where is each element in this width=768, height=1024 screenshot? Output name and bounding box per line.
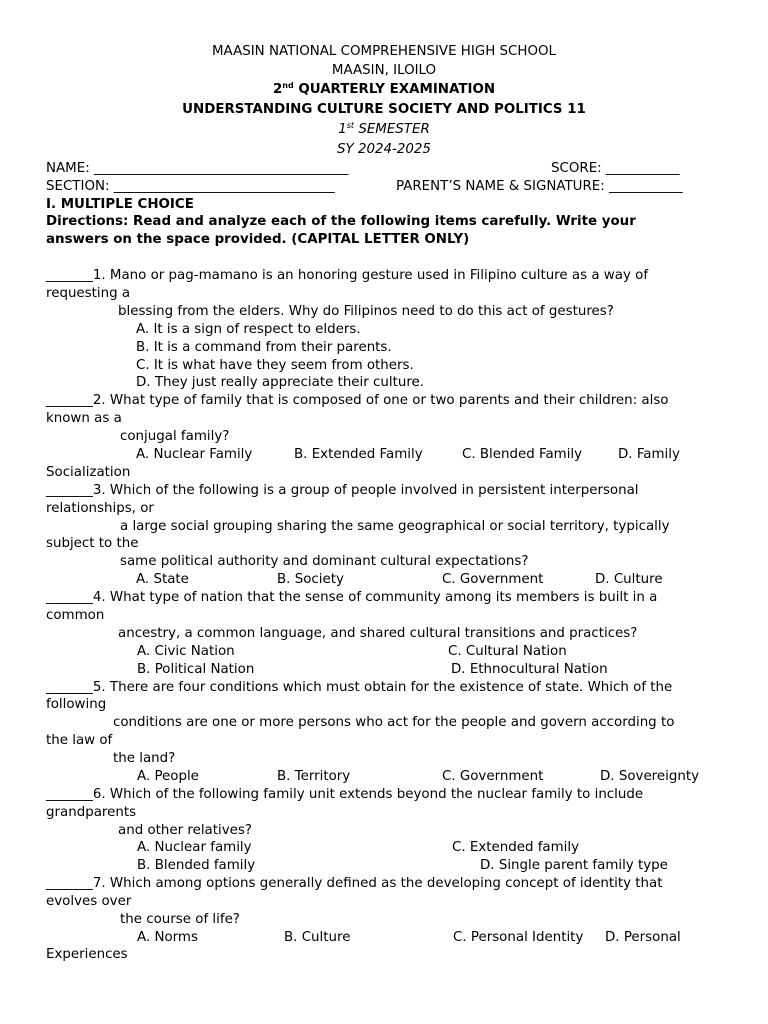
q3-option-b: B. Society xyxy=(277,572,344,587)
exam-title: 2nd QUARTERLY EXAMINATION xyxy=(272,81,496,97)
question-4-line-1: _______4. What type of nation that the sense of community among its members is built in a xyxy=(46,590,658,605)
school-name: MAASIN NATIONAL COMPREHENSIVE HIGH SCHOOL xyxy=(211,44,556,59)
question-7-line-3: the course of life? xyxy=(120,912,240,927)
q5-option-c: C. Government xyxy=(442,769,544,784)
q2-option-c: C. Blended Family xyxy=(462,447,583,462)
q1-option-b: B. It is a command from their parents. xyxy=(136,340,392,355)
q7-option-d-cont: Experiences xyxy=(46,947,128,962)
question-5-line-5: the land? xyxy=(113,751,176,766)
question-7-line-1: _______7. Which among options generally defined as the developing concept of identity that xyxy=(46,876,663,891)
q3-option-a: A. State xyxy=(136,572,189,587)
q2-option-b: B. Extended Family xyxy=(294,447,423,462)
school-location: MAASIN, ILOILO xyxy=(331,63,437,78)
q1-option-c: C. It is what have they seem from others. xyxy=(136,358,414,373)
q6-option-d: D. Single parent family type xyxy=(480,858,668,873)
q7-option-c: C. Personal Identity xyxy=(453,930,584,945)
question-6-line-2: grandparents xyxy=(46,805,137,820)
question-3-line-1: _______3. Which of the following is a group of people involved in persistent interpersonal xyxy=(46,483,639,498)
question-2-line-3: conjugal family? xyxy=(120,429,230,444)
q3-option-d: D. Culture xyxy=(595,572,663,587)
parent-signature-field[interactable]: PARENT’S NAME & SIGNATURE: ___________ xyxy=(396,179,683,194)
q5-option-d: D. Sovereignty xyxy=(600,769,700,784)
q7-option-b: B. Culture xyxy=(284,930,351,945)
question-5-line-3: conditions are one or more persons who act for the people and govern according to xyxy=(113,715,675,730)
q1-option-d: D. They just really appreciate their culture. xyxy=(136,375,425,390)
q6-option-b: B. Blended family xyxy=(137,858,256,873)
q2-option-a: A. Nuclear Family xyxy=(136,447,253,462)
name-field[interactable]: NAME: ______________________________________ xyxy=(46,161,349,176)
score-field[interactable]: SCORE: ___________ xyxy=(551,161,680,176)
question-7-line-2: evolves over xyxy=(46,894,132,909)
q4-option-a: A. Civic Nation xyxy=(137,644,235,659)
q2-option-d-cont: Socialization xyxy=(46,465,131,480)
q4-option-d: D. Ethnocultural Nation xyxy=(451,662,608,677)
section-title: I. MULTIPLE CHOICE xyxy=(46,197,194,212)
question-6-line-1: _______6. Which of the following family unit extends beyond the nuclear family to include xyxy=(46,787,644,802)
q2-option-d: D. Family xyxy=(618,447,680,462)
question-4-line-3: ancestry, a common language, and shared cultural transitions and practices? xyxy=(118,626,638,641)
q7-option-a: A. Norms xyxy=(137,930,198,945)
q7-option-d: D. Personal xyxy=(605,930,681,945)
question-5-line-1: _______5. There are four conditions which must obtain for the existence of state. Which of the xyxy=(46,680,673,695)
q6-option-c: C. Extended family xyxy=(452,840,580,855)
question-6-line-3: and other relatives? xyxy=(118,823,252,838)
question-4-line-2: common xyxy=(46,608,105,623)
question-2-line-2: known as a xyxy=(46,411,122,426)
q5-option-a: A. People xyxy=(137,769,199,784)
question-3-line-3: a large social grouping sharing the same geographical or social territory, typically xyxy=(120,519,670,534)
semester: 1st SEMESTER xyxy=(338,121,430,137)
question-5-line-4: the law of xyxy=(46,733,113,748)
q5-option-b: B. Territory xyxy=(277,769,351,784)
directions-line-2: answers on the space provided. (CAPITAL LETTER ONLY) xyxy=(46,232,470,247)
q1-option-a: A. It is a sign of respect to elders. xyxy=(136,322,361,337)
school-year: SY 2024-2025 xyxy=(337,142,431,157)
question-2-line-1: _______2. What type of family that is composed of one or two parents and their children: also xyxy=(46,393,669,408)
question-1-line-2: requesting a xyxy=(46,286,131,301)
question-3-line-4: subject to the xyxy=(46,536,139,551)
subject-title: UNDERSTANDING CULTURE SOCIETY AND POLITICS 11 xyxy=(182,102,586,117)
question-5-line-2: following xyxy=(46,697,107,712)
q3-option-c: C. Government xyxy=(442,572,544,587)
q4-option-c: C. Cultural Nation xyxy=(448,644,567,659)
q4-option-b: B. Political Nation xyxy=(137,662,255,677)
question-1-line-1: _______1. Mano or pag-mamano is an honoring gesture used in Filipino culture as a way of xyxy=(46,268,649,283)
q6-option-a: A. Nuclear family xyxy=(137,840,252,855)
question-1-line-3: blessing from the elders. Why do Filipinos need to do this act of gestures? xyxy=(118,304,614,319)
question-3-line-5: same political authority and dominant cultural expectations? xyxy=(120,554,529,569)
directions-line-1: Directions: Read and analyze each of the following items carefully. Write your xyxy=(46,214,636,229)
question-3-line-2: relationships, or xyxy=(46,501,154,516)
section-field[interactable]: SECTION: _________________________________ xyxy=(46,179,335,194)
